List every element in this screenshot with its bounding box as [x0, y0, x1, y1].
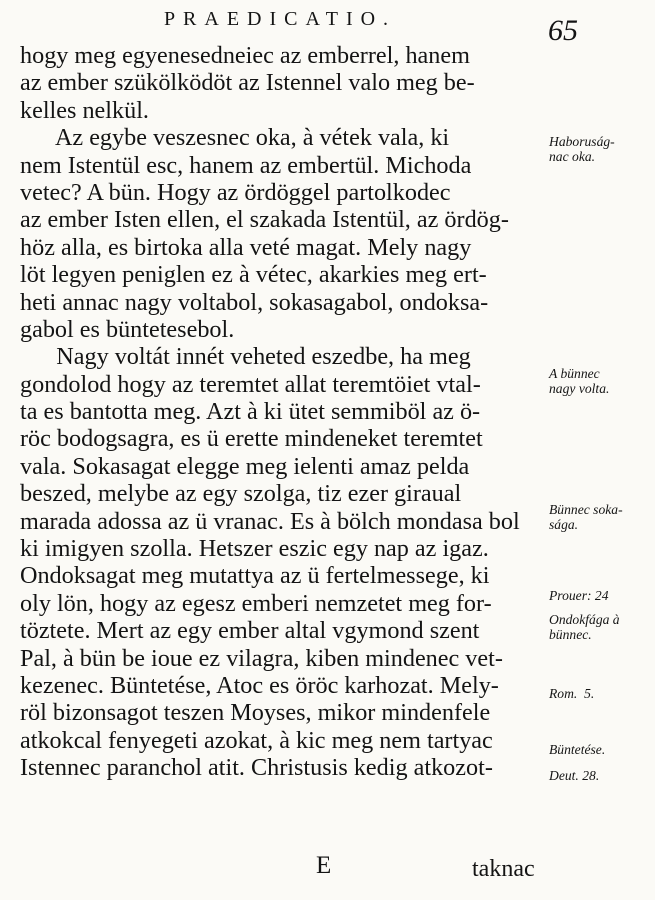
text-line: marada adossa az ü vranac. Es à bölch mondasa bol: [20, 507, 520, 535]
marginal-note-line: A bünnec: [549, 366, 600, 381]
text-line: vetec? A bün. Hogy az ördöggel partolkodec: [20, 178, 451, 206]
text-line: atkokcal fenyegeti azokat, à kic meg nem tartyac: [20, 726, 493, 754]
text-line: töztete. Mert az egy ember altal vgymond szent: [20, 617, 480, 645]
text-line: Pal, à bün be ioue ez vilagra, kiben mindenec vet-: [20, 644, 503, 672]
marginal-note-line: Haboruság-: [549, 134, 615, 149]
text-line: kelles nelkül.: [20, 96, 149, 124]
marginal-note: [549, 612, 653, 642]
text-line: vala. Sokasagat elegge meg ielenti amaz pelda: [20, 452, 470, 480]
page-number: 65: [548, 14, 578, 47]
text-line: kezenec. Büntetése, Atoc es öröc karhozat. Mely-: [20, 671, 499, 699]
marginal-note: [549, 366, 653, 396]
text-line: Nagy voltát innét veheted eszedbe, ha meg: [20, 343, 471, 371]
marginal-note-line: nac oka.: [549, 149, 596, 164]
marginal-note-line: Rom. 5.: [549, 686, 595, 701]
marginal-note: [549, 768, 653, 783]
text-line: beszed, melybe az egy szolga, tiz ezer giraual: [20, 480, 462, 508]
text-line: höz alla, es birtoka alla veté magat. Mely nagy: [20, 233, 472, 261]
marginal-note-line: bünnec.: [549, 627, 592, 642]
marginal-note-line: Bünnec soka-: [549, 502, 623, 517]
text-line: az ember Isten ellen, el szakada Istentül, az ördög-: [20, 206, 509, 234]
text-line: löt legyen peniglen ez à vétec, akarkies meg ert-: [20, 261, 487, 289]
text-line: röl bizonsagot teszen Moyses, mikor mindenfele: [20, 699, 491, 727]
body-text: [20, 42, 548, 782]
text-line: nem Istentül esc, hanem az embertül. Michoda: [20, 151, 472, 179]
text-line: hogy meg egyenesedneiec az emberrel, hanem: [20, 42, 470, 69]
text-line: ta es bantotta meg. Azt à ki ütet semmiböl az ö-: [20, 398, 481, 426]
text-line: oly lön, hogy az egesz emberi nemzetet meg for-: [20, 589, 492, 617]
marginal-note-line: nagy volta.: [549, 381, 610, 396]
text-line: heti annac nagy voltabol, sokasagabol, ondoksa-: [20, 288, 489, 316]
marginal-note-line: Ondokfága à: [549, 612, 620, 627]
marginal-note-line: Büntetése.: [549, 742, 606, 757]
marginal-note: [549, 502, 653, 532]
marginal-note-line: Prouer: 24: [549, 588, 609, 603]
catchword: taknac: [472, 856, 535, 882]
running-title: PRAEDICATIO.: [163, 8, 397, 30]
text-line: Az egybe veszesnec oka, à vétek vala, ki: [20, 124, 450, 152]
marginal-note: [549, 588, 653, 603]
text-line: gondolod hogy az teremtet allat teremtöiet vtal-: [20, 370, 481, 398]
text-line: Istennec paranchol atit. Christusis kedig atkozot-: [20, 754, 493, 782]
signature-mark: E: [316, 852, 332, 879]
text-line: az ember szükölködöt az Istennel valo meg be-: [20, 69, 475, 97]
marginal-note-line: sága.: [549, 517, 579, 532]
marginal-note-line: Deut. 28.: [549, 768, 600, 783]
text-line: gabol es büntetesebol.: [20, 315, 235, 343]
marginal-note: [549, 686, 653, 701]
text-line: röc bodogsagra, es ü erette mindeneket teremtet: [20, 425, 483, 453]
text-line: ki imigyen szolla. Hetszer eszic egy nap az igaz.: [20, 535, 489, 563]
text-line: Ondoksagat meg mutattya az ü fertelmessege, ki: [20, 562, 490, 590]
marginal-note: [549, 134, 653, 164]
marginal-note: [549, 742, 653, 757]
